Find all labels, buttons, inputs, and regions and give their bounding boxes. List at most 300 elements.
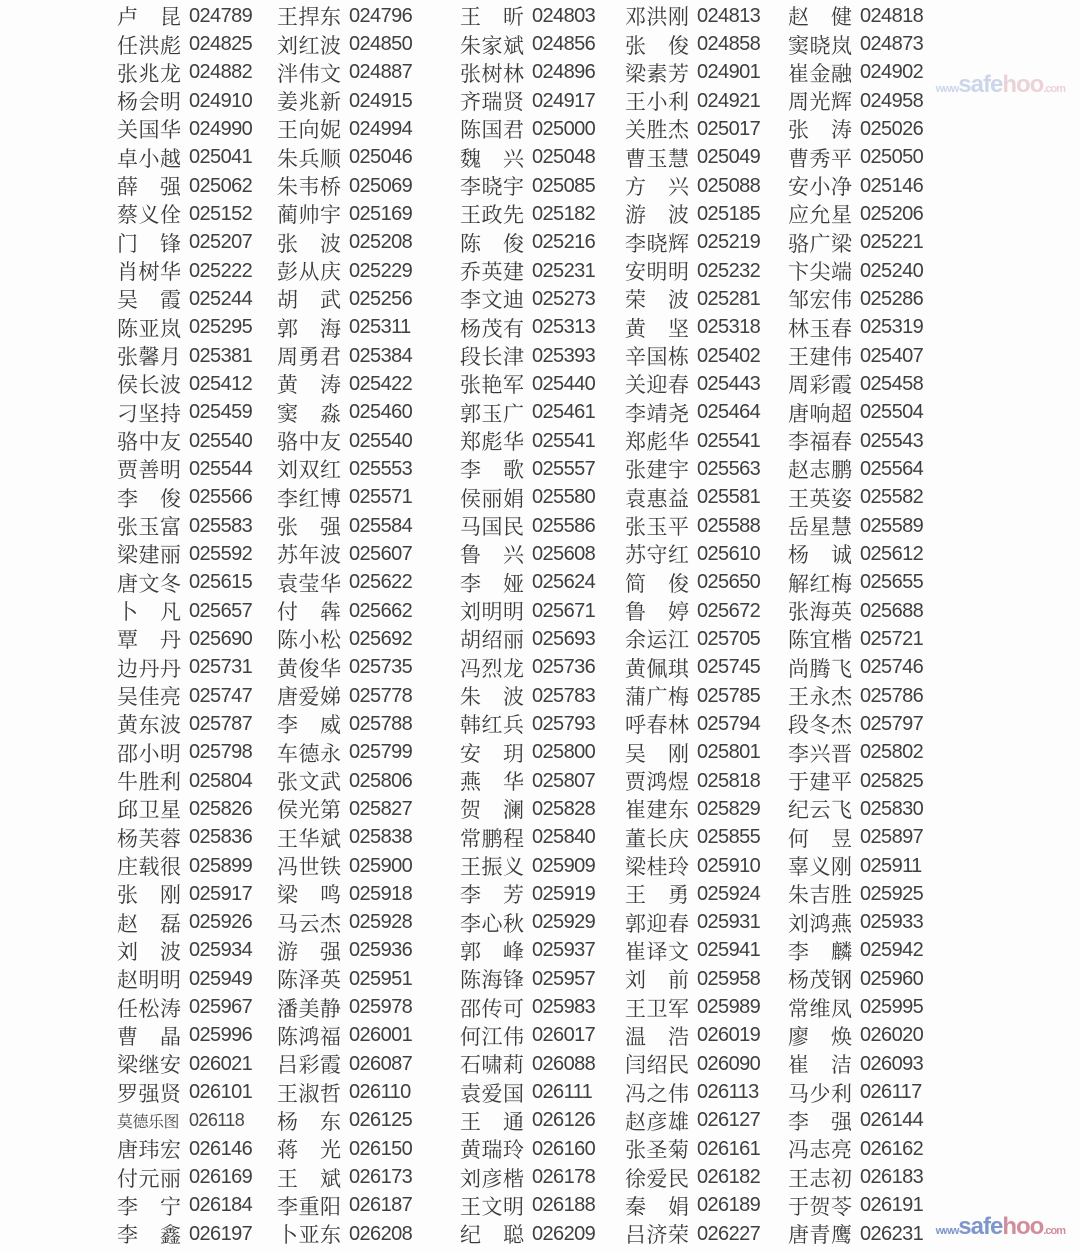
roster-cell [460,937,625,965]
person-name: 李红博 [277,487,342,511]
watermark-www-text: www [935,1225,959,1237]
person-number: 025207 [189,231,253,254]
person-name: 王向妮 [277,119,342,143]
person-name: 吴 霞 [117,289,182,313]
person-number: 025830 [860,797,924,820]
roster-cell [625,144,788,172]
roster-cell [460,1135,625,1163]
person-name: 骆中友 [277,431,342,455]
roster-cell [117,1078,277,1106]
person-name: 潘美静 [277,997,342,1021]
person-number: 025046 [349,146,413,169]
roster-cell [625,87,788,115]
person-name: 闫绍民 [625,1054,690,1078]
roster-cell [625,795,788,823]
person-number: 025929 [532,911,596,934]
roster-cell [277,540,460,568]
person-number: 025989 [697,996,761,1019]
person-name: 吕济荣 [625,1224,690,1248]
person-number: 025778 [349,684,413,707]
roster-cell [460,257,625,285]
person-number: 025937 [532,939,596,962]
person-number: 026111 [532,1081,593,1104]
person-number: 025690 [189,627,253,650]
person-name: 杨茂有 [460,317,525,341]
person-number: 025624 [532,571,596,594]
person-number: 025564 [860,457,924,480]
person-name: 黄 坚 [625,317,690,341]
roster-cell [117,540,277,568]
person-name: 任松涛 [117,997,182,1021]
person-number: 025041 [189,146,253,169]
person-number: 025208 [349,231,413,254]
person-number: 025319 [860,316,924,339]
roster-cell [460,342,625,370]
person-name: 郭 海 [277,317,342,341]
roster-cell [117,427,277,455]
person-name: 燕 华 [460,771,525,795]
person-name: 林玉春 [788,317,853,341]
roster-cell [625,229,788,257]
person-name: 赵彦雄 [625,1110,690,1134]
person-name: 刘明明 [460,601,525,625]
roster-cell [277,824,460,852]
person-name: 李 宁 [117,1195,182,1219]
person-name: 刘双红 [277,459,342,483]
roster-cell [117,1192,277,1220]
roster-cell [277,710,460,738]
roster-cell [117,824,277,852]
person-number: 026178 [532,1166,596,1189]
roster-cell [460,370,625,398]
person-number: 025318 [697,316,761,339]
person-number: 026101 [189,1081,253,1104]
person-number: 025910 [697,854,761,877]
person-number: 025899 [189,854,253,877]
person-name: 陈 俊 [460,232,525,256]
person-number: 025731 [189,656,253,679]
roster-cell [625,1135,788,1163]
person-number: 025571 [349,486,413,509]
roster-cell [788,993,928,1021]
person-number: 026161 [697,1137,761,1160]
person-name: 罗强贤 [117,1082,182,1106]
roster-cell [460,314,625,342]
person-number: 025553 [349,457,413,480]
roster-cell [277,1192,460,1220]
person-number: 024901 [697,61,761,84]
person-number: 025705 [697,627,761,650]
person-name: 马少利 [788,1082,853,1106]
roster-cell [117,597,277,625]
roster-cell [788,1050,928,1078]
person-number: 025584 [349,514,413,537]
person-number: 026017 [532,1024,596,1047]
person-name: 李靖尧 [625,402,690,426]
roster-cell [117,370,277,398]
person-number: 025295 [189,316,253,339]
roster-cell [460,512,625,540]
roster-cell [625,314,788,342]
roster-cell [117,144,277,172]
person-name: 侯光第 [277,799,342,823]
person-name: 鲁 兴 [460,544,525,568]
person-number: 026187 [349,1194,413,1217]
roster-cell [117,200,277,228]
person-number: 025942 [860,939,924,962]
person-name: 呼春林 [625,714,690,738]
roster-cell [625,1022,788,1050]
person-name: 牛胜利 [117,771,182,795]
person-number: 024856 [532,32,596,55]
roster-cell [460,1078,625,1106]
person-number: 025829 [697,797,761,820]
person-number: 026150 [349,1137,413,1160]
person-name: 何 昱 [788,827,853,851]
roster-cell [277,739,460,767]
person-name: 杨 诚 [788,544,853,568]
person-number: 025926 [189,911,253,934]
person-number: 025688 [860,599,924,622]
roster-cell [117,30,277,58]
person-number: 025693 [532,627,596,650]
roster-cell [277,993,460,1021]
roster-cell [460,484,625,512]
person-number: 025941 [697,939,761,962]
person-name: 贾鸿煜 [625,771,690,795]
person-name: 周光辉 [788,91,853,115]
roster-cell [117,682,277,710]
roster-cell [625,59,788,87]
person-name: 梁素芳 [625,62,690,86]
person-name: 卢 昆 [117,6,182,30]
person-number: 025062 [189,174,253,197]
person-name: 赵 磊 [117,912,182,936]
person-name: 徐爱民 [625,1167,690,1191]
person-name: 赵明明 [117,969,182,993]
person-name: 张建宇 [625,459,690,483]
roster-cell [277,342,460,370]
person-number: 025804 [189,769,253,792]
person-name: 吕彩霞 [277,1054,342,1078]
person-number: 025541 [532,429,596,452]
person-name: 岳星慧 [788,516,853,540]
person-number: 025384 [349,344,413,367]
person-number: 025216 [532,231,596,254]
roster-cell [460,427,625,455]
roster-cell [788,767,928,795]
person-name: 郑彪华 [460,431,525,455]
person-name: 刘 前 [625,969,690,993]
person-name: 关胜杰 [625,119,690,143]
roster-cell [788,569,928,597]
person-name: 纪 聪 [460,1224,525,1248]
person-name: 邵小明 [117,742,182,766]
roster-cell [277,314,460,342]
roster-cell [460,909,625,937]
roster-cell [625,597,788,625]
person-name: 刘鸿燕 [788,912,853,936]
roster-cell [788,597,928,625]
person-name: 崔建东 [625,799,690,823]
person-name: 唐玮宏 [117,1139,182,1163]
person-number: 025407 [860,344,924,367]
roster-cell [625,115,788,143]
person-number: 025967 [189,996,253,1019]
roster-cell [788,937,928,965]
roster-cell [277,625,460,653]
person-number: 025459 [189,401,253,424]
person-number: 025610 [697,542,761,565]
person-number: 024902 [860,61,924,84]
person-number: 026126 [532,1109,596,1132]
person-number: 025799 [349,741,413,764]
person-number: 025958 [697,967,761,990]
person-name: 韩红兵 [460,714,525,738]
roster-cell [788,370,928,398]
roster-cell [460,654,625,682]
person-name: 卜亚东 [277,1224,342,1248]
person-name: 关国华 [117,119,182,143]
person-name: 鲁 婷 [625,601,690,625]
person-name: 李 芳 [460,884,525,908]
person-name: 窦晓岚 [788,34,853,58]
roster-cell [460,30,625,58]
roster-cell [117,1022,277,1050]
roster-cell [460,569,625,597]
roster-cell [460,399,625,427]
person-name: 侯长波 [117,374,182,398]
roster-cell [460,2,625,30]
person-number: 025088 [697,174,761,197]
person-number: 025911 [860,854,922,877]
roster-cell [625,710,788,738]
roster-cell [460,852,625,880]
person-number: 025825 [860,769,924,792]
person-number: 025540 [189,429,253,452]
person-number: 025788 [349,712,413,735]
person-name: 张 刚 [117,884,182,908]
person-name: 王 通 [460,1110,525,1134]
person-name: 唐文冬 [117,572,182,596]
person-number: 026191 [860,1194,924,1217]
person-name: 朱家斌 [460,34,525,58]
roster-cell [788,144,928,172]
person-name: 游 波 [625,204,690,228]
person-number: 026184 [189,1194,253,1217]
roster-cell [625,654,788,682]
person-name: 安小净 [788,176,853,200]
roster-cell [277,484,460,512]
person-name: 覃 丹 [117,629,182,653]
person-name: 段冬杰 [788,714,853,738]
person-number: 025736 [532,656,596,679]
person-number: 025746 [860,656,924,679]
person-number: 025286 [860,287,924,310]
person-number: 025672 [697,599,761,622]
person-number: 025924 [697,882,761,905]
person-number: 025978 [349,996,413,1019]
person-name: 关迎春 [625,374,690,398]
roster-cell [460,144,625,172]
person-name: 任洪彪 [117,34,182,58]
person-number: 026188 [532,1194,596,1217]
roster-cell [788,257,928,285]
roster-cell [625,937,788,965]
roster-cell [788,484,928,512]
person-name: 张 强 [277,516,342,540]
person-number: 025566 [189,486,253,509]
person-number: 025650 [697,571,761,594]
person-number: 024917 [532,89,596,112]
person-name: 朱兵顺 [277,147,342,171]
roster-cell [277,795,460,823]
roster-cell [277,597,460,625]
roster-cell [625,427,788,455]
person-name: 王振义 [460,856,525,880]
person-name: 冯志亮 [788,1139,853,1163]
roster-cell [460,59,625,87]
person-number: 024882 [189,61,253,84]
roster-cell [788,710,928,738]
person-name: 郭玉广 [460,402,525,426]
person-name: 何江伟 [460,1025,525,1049]
person-number: 025169 [349,202,413,225]
person-name: 胡 武 [277,289,342,313]
person-number: 025402 [697,344,761,367]
roster-cell [460,739,625,767]
roster-cell [460,1050,625,1078]
person-number: 025557 [532,457,596,480]
person-name: 贾善明 [117,459,182,483]
person-number: 025381 [189,344,253,367]
person-name: 李 娅 [460,572,525,596]
person-number: 026169 [189,1166,253,1189]
person-name: 梁建丽 [117,544,182,568]
person-name: 陈鸿福 [277,1025,342,1049]
person-name: 李 威 [277,714,342,738]
roster-cell [117,285,277,313]
person-name: 骆广梁 [788,232,853,256]
roster-cell [117,484,277,512]
roster-cell [788,852,928,880]
person-number: 025787 [189,712,253,735]
roster-cell [277,937,460,965]
roster-cell [788,115,928,143]
person-number: 025818 [697,769,761,792]
person-number: 024818 [860,4,924,27]
roster-cell [788,1163,928,1191]
person-name: 邵传可 [460,997,525,1021]
roster-cell [460,540,625,568]
person-name: 尚腾飞 [788,657,853,681]
person-name: 张玉平 [625,516,690,540]
roster-cell [117,257,277,285]
person-number: 026090 [697,1052,761,1075]
roster-cell [277,285,460,313]
person-name: 付元丽 [117,1167,182,1191]
roster-cell [625,993,788,1021]
roster-cell [625,257,788,285]
person-name: 李晓宇 [460,176,525,200]
person-name: 方 兴 [625,176,690,200]
person-number: 026087 [349,1052,413,1075]
person-name: 王建伟 [788,346,853,370]
roster-cell [788,285,928,313]
person-number: 026021 [189,1052,253,1075]
roster-cell [788,512,928,540]
roster-cell [277,965,460,993]
roster-cell [788,1022,928,1050]
person-name: 周勇君 [277,346,342,370]
person-name: 肖树华 [117,261,182,285]
roster-cell [117,342,277,370]
person-name: 段长津 [460,346,525,370]
roster-cell [277,30,460,58]
person-number: 026020 [860,1024,924,1047]
roster-cell [117,314,277,342]
person-name: 王志初 [788,1167,853,1191]
person-name: 曹秀平 [788,147,853,171]
person-name: 吴 刚 [625,742,690,766]
person-number: 026125 [349,1109,413,1132]
person-number: 025244 [189,287,253,310]
person-name: 邹宏伟 [788,289,853,313]
person-number: 025827 [349,797,413,820]
person-name: 王 斌 [277,1167,342,1191]
roster-cell [277,229,460,257]
person-number: 026208 [349,1222,413,1245]
watermark-top [936,73,1065,97]
roster-cell [117,965,277,993]
person-name: 温 浩 [625,1025,690,1049]
person-number: 025608 [532,542,596,565]
person-name: 李文迪 [460,289,525,313]
person-name: 彭从庆 [277,261,342,285]
person-name: 李重阳 [277,1195,342,1219]
person-name: 王捍东 [277,6,342,30]
person-number: 025721 [860,627,924,650]
person-name: 李 强 [788,1110,853,1134]
person-name: 黄俊华 [277,657,342,681]
roster-cell [625,540,788,568]
person-number: 025800 [532,741,596,764]
roster-cell [625,1163,788,1191]
person-number: 026183 [860,1166,924,1189]
person-number: 026227 [697,1222,761,1245]
roster-cell [788,1192,928,1220]
roster-cell [788,314,928,342]
person-name: 苏年波 [277,544,342,568]
roster-cell [117,937,277,965]
person-number: 025540 [349,429,413,452]
person-name: 陈亚岚 [117,317,182,341]
person-name: 王英姿 [788,487,853,511]
roster-cell [625,2,788,30]
person-name: 袁莹华 [277,572,342,596]
person-number: 025152 [189,202,253,225]
person-number: 025464 [697,401,761,424]
person-number: 026019 [697,1024,761,1047]
person-name: 张海英 [788,601,853,625]
roster-cell [117,654,277,682]
person-number: 025504 [860,401,924,424]
person-name: 王淑哲 [277,1082,342,1106]
person-name: 乔英建 [460,261,525,285]
person-name: 石啸莉 [460,1054,525,1078]
person-name: 李 歌 [460,459,525,483]
person-number: 025583 [189,514,253,537]
